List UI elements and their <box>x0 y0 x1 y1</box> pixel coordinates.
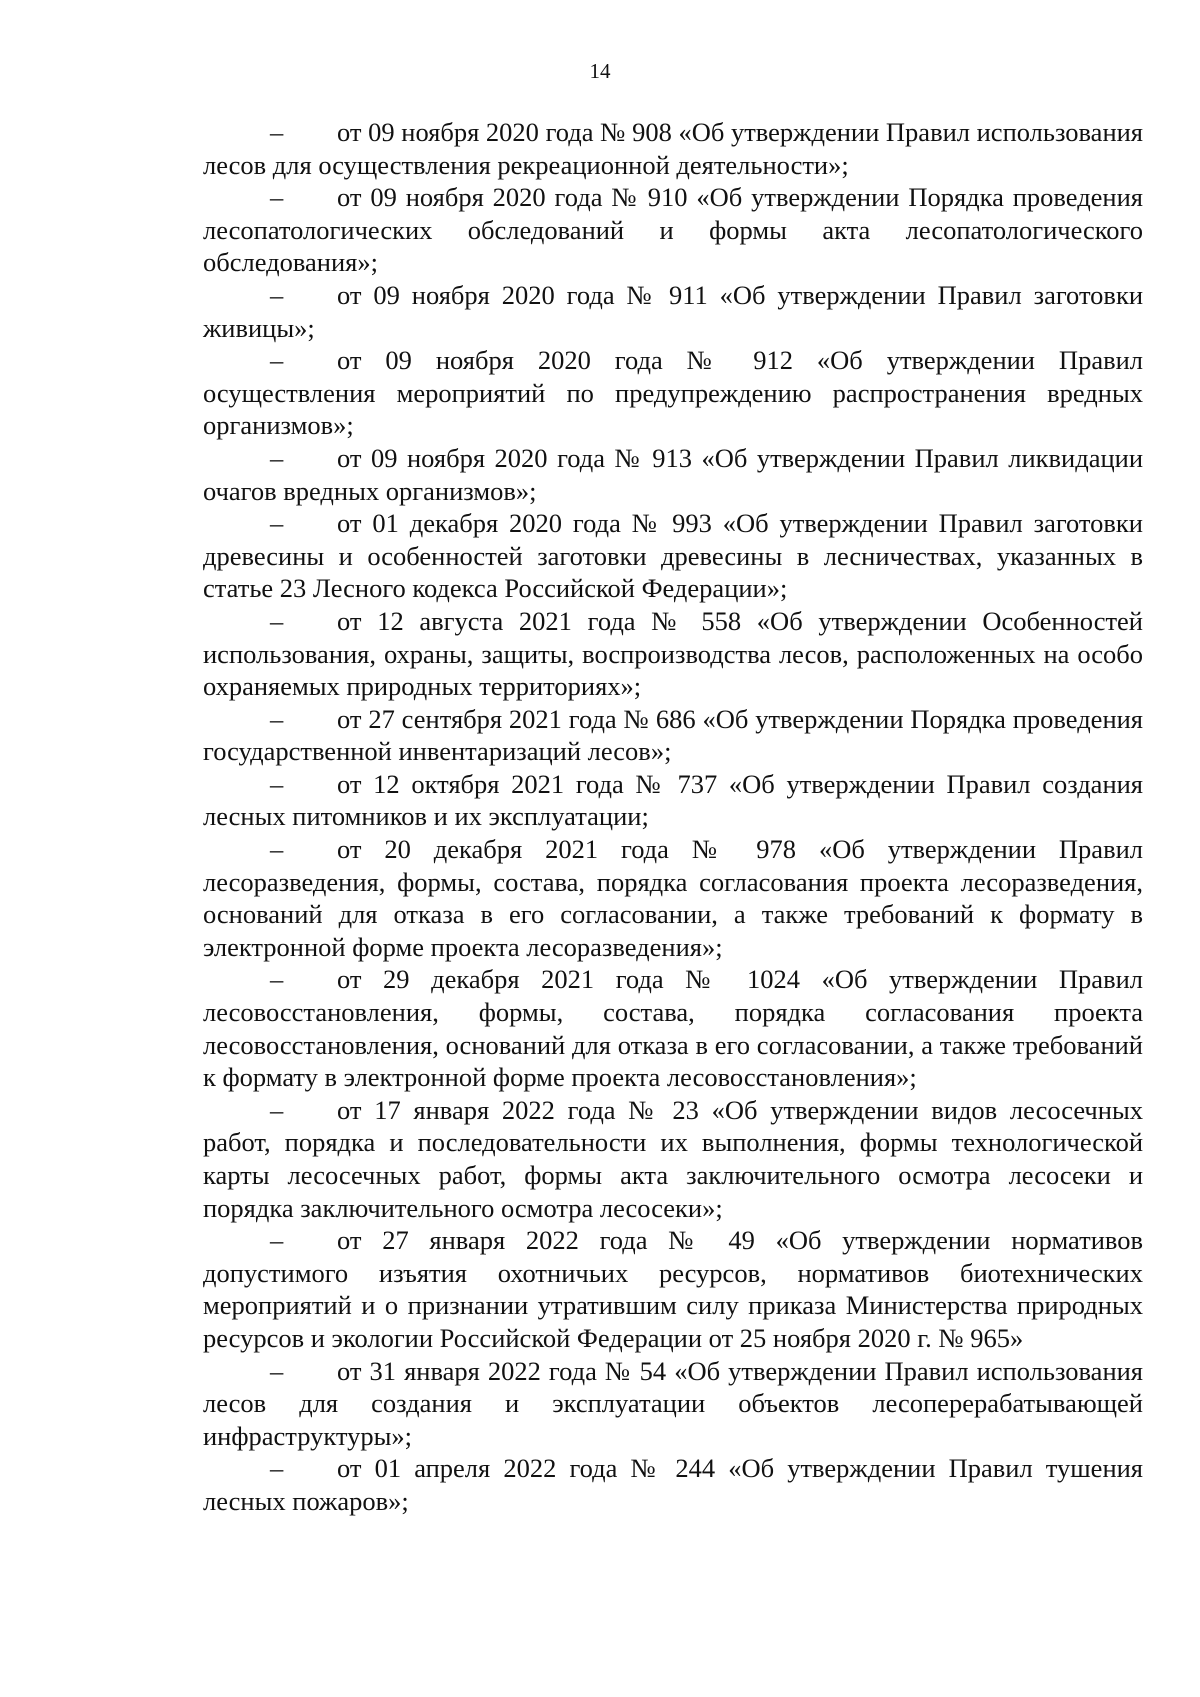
page-number: 14 <box>589 59 611 83</box>
list-item <box>203 1355 1143 1453</box>
list-item-text: от 09 ноября 2020 года № 912 «Об утверждении Правил осуществления мероприятий по предупреждению распространения вредных организмов»; <box>203 345 1143 441</box>
list-bullet: – <box>270 703 284 734</box>
list-bullet: – <box>270 768 284 799</box>
list-item-text: от 20 декабря 2021 года № 978 «Об утверждении Правил лесоразведения, формы, состава, порядка согласования проекта лесоразведения, оснований для отказа в его согласовании, а также требований к формату в электронной форме проекта лесоразведения»; <box>203 834 1143 962</box>
list-bullet: – <box>270 117 284 147</box>
list-bullet: – <box>270 345 284 376</box>
list-item-text: от 27 января 2022 года № 49 «Об утверждении нормативов допустимого изъятия охотничьих ресурсов, нормативов биотехнических мероприятий и о признании утратившим силу приказа Министерства природных ресурсов и экологии Российской Федерации от 25 ноября 2020 г. № 965» <box>203 1225 1143 1353</box>
list-item-text: от 09 ноября 2020 года № 913 «Об утверждении Правил ликвидации очагов вредных организмов»; <box>203 442 1143 506</box>
list-item-text: от 01 декабря 2020 года № 993 «Об утверждении Правил заготовки древесины и особенностей заготовки древесины в лесничествах, указанных в статье 23 Лесного кодекса Российской Федерации»; <box>203 508 1143 604</box>
list-item <box>203 768 1143 833</box>
list-item <box>203 1224 1143 1354</box>
document-body <box>203 116 1143 1518</box>
list-item <box>203 703 1143 768</box>
list-item <box>203 442 1143 507</box>
list-bullet: – <box>270 834 284 865</box>
list-item <box>203 963 1143 1093</box>
list-bullet: – <box>270 182 284 213</box>
list-item <box>203 1094 1143 1224</box>
list-bullet: – <box>270 279 284 310</box>
list-item-text: от 17 января 2022 года № 23 «Об утверждении видов лесосечных работ, порядка и последовательности их выполнения, формы технологической карты лесосечных работ, формы акта заключительного осмотра лесосеки и порядка заключительного осмотра лесосеки»; <box>203 1094 1143 1223</box>
list-item <box>203 833 1143 963</box>
list-item-text: от 12 августа 2021 года № 558 «Об утверждении Особенностей использования, охраны, защиты, воспроизводства лесов, расположенных на особо охраняемых природных территориях»; <box>203 605 1143 702</box>
list-item-text: от 31 января 2022 года № 54 «Об утверждении Правил использования лесов для создания и эксплуатации объектов лесоперерабатывающей инфраструктуры»; <box>203 1355 1143 1451</box>
list-bullet: – <box>270 508 284 539</box>
list-item <box>203 279 1143 344</box>
list-bullet: – <box>270 1453 284 1484</box>
list-item <box>203 344 1143 442</box>
list-item-text: от 01 апреля 2022 года № 244 «Об утверждении Правил тушения лесных пожаров»; <box>203 1453 1143 1516</box>
list-bullet: – <box>270 1225 284 1256</box>
list-bullet: – <box>270 605 284 636</box>
list-bullet: – <box>270 1355 284 1386</box>
list-bullet: – <box>270 442 284 473</box>
list-item-text: от 09 ноября 2020 года № 911 «Об утверждении Правил заготовки живицы»; <box>203 279 1143 343</box>
list-item-text: от 27 сентября 2021 года № 686 «Об утверждении Порядка проведения государственной инвентаризаций лесов»; <box>203 703 1143 767</box>
list-item <box>203 181 1143 279</box>
list-item-text: от 12 октября 2021 года № 737 «Об утверждении Правил создания лесных питомников и их эксплуатации; <box>203 768 1143 832</box>
list-bullet: – <box>270 1094 284 1125</box>
list-bullet: – <box>270 964 284 995</box>
list-item <box>203 116 1143 181</box>
list-item-text: от 09 ноября 2020 года № 908 «Об утверждении Правил использования лесов для осуществления рекреационной деятельности»; <box>203 117 1143 180</box>
list-item-text: от 09 ноября 2020 года № 910 «Об утверждении Порядка проведения лесопатологических обследований и формы акта лесопатологического обследования»; <box>203 182 1143 278</box>
list-item <box>203 1452 1143 1517</box>
list-item-text: от 29 декабря 2021 года № 1024 «Об утверждении Правил лесовосстановления, формы, состава, порядка согласования проекта лесовосстановления, оснований для отказа в его согласовании, а также требований к формату в электронной форме проекта лесовосстановления»; <box>203 964 1143 1093</box>
list-item <box>203 605 1143 703</box>
list-item <box>203 507 1143 605</box>
